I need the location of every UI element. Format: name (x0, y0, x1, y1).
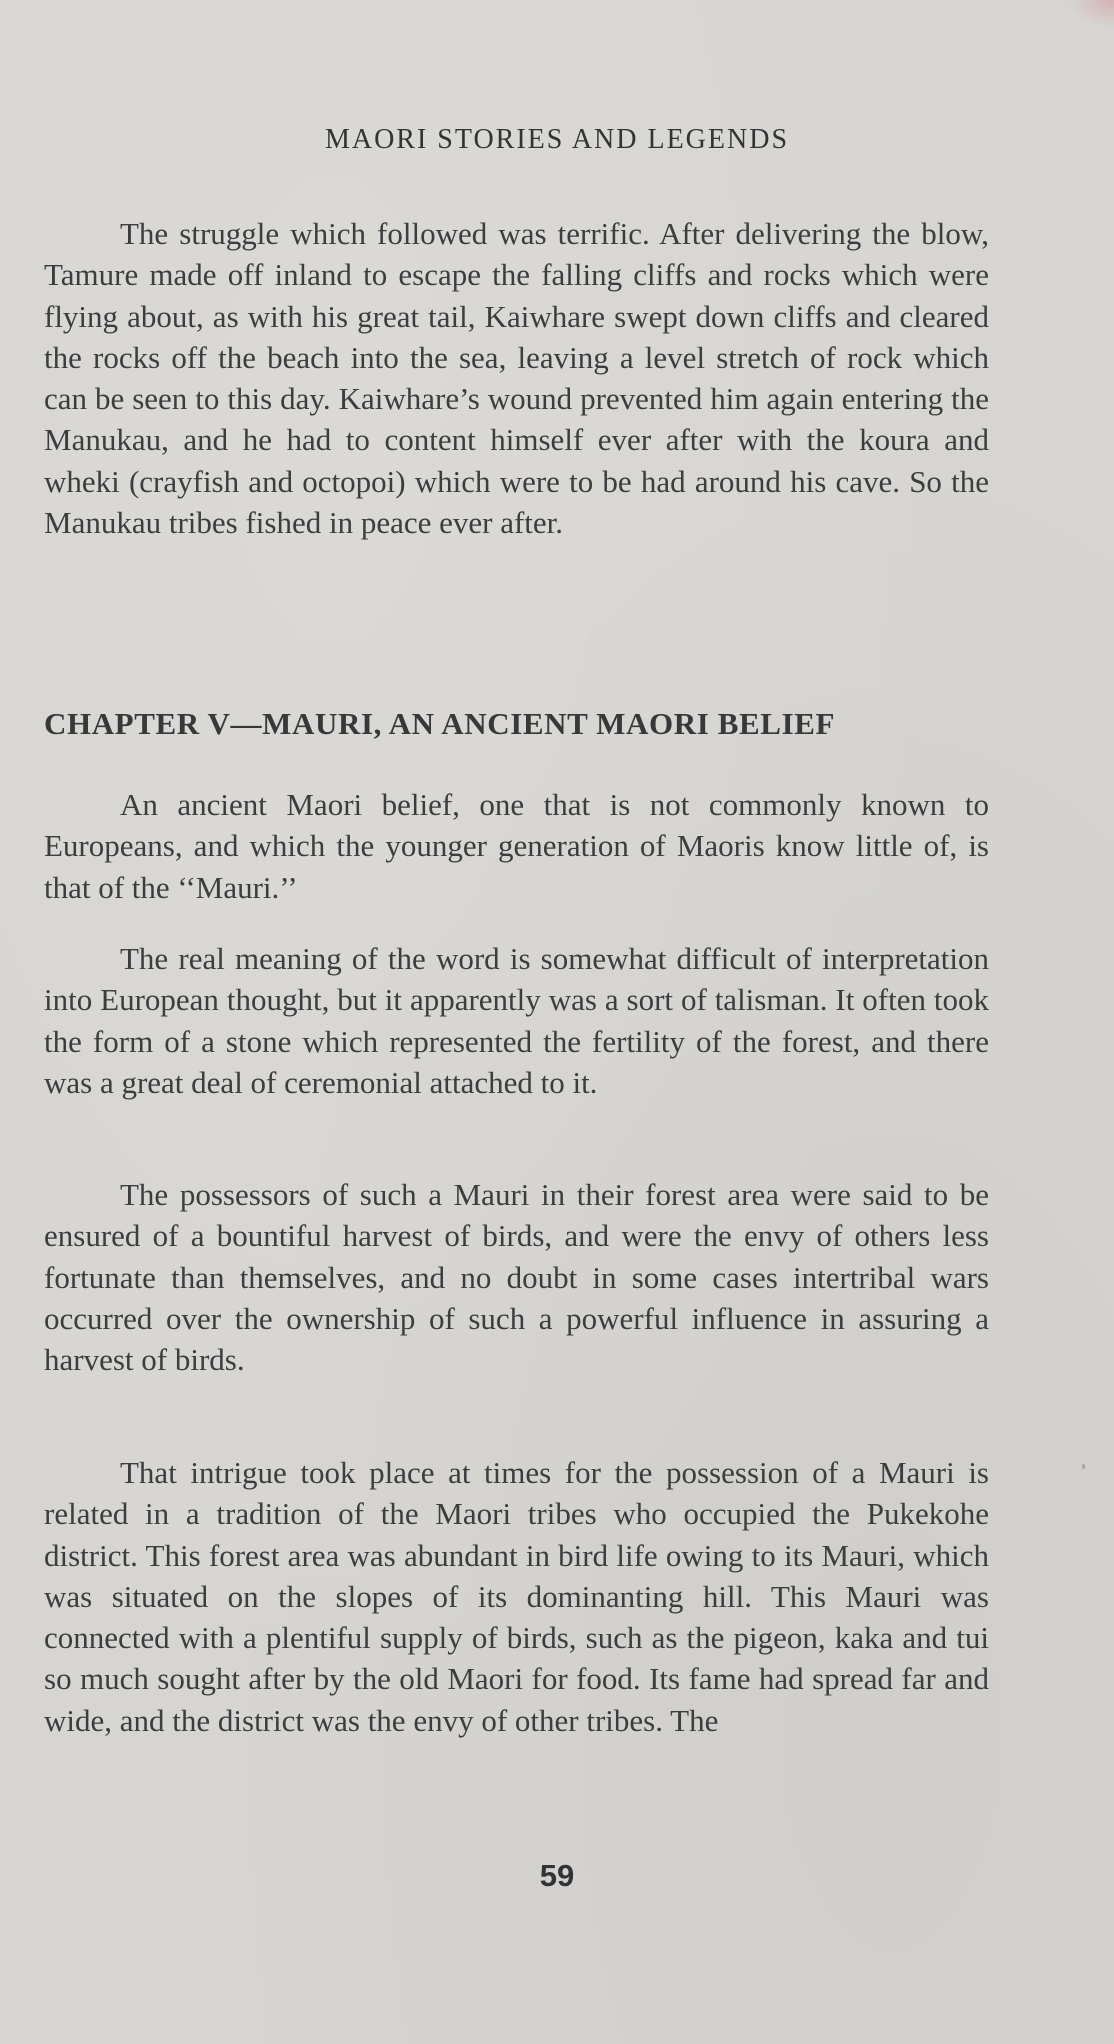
chapter-heading: CHAPTER V—MAURI, AN ANCIENT MAORI BELIEF (44, 706, 836, 741)
page-number: 59 (539, 1858, 575, 1893)
paragraph-struggle: The struggle which followed was terrific. After delivering the blow, Tamure made off inland to escape the falling cliffs and rocks which were flying about, as with his great tail, Kaiwhare swept down cliffs and cleared the rocks off the beach into the sea, leaving a level stretch of rock which can be seen to this day. Kaiwhare’s wound prevented him again entering the Manukau, and he had to content himself ever after with the koura and wheki (crayfish and octopoi) which were to be had around his cave. So the Manukau tribes fished in peace ever after. (44, 216, 989, 541)
paragraph-possessors: The possessors of such a Mauri in their forest area were said to be ensured of a bountiful harvest of birds, and were the envy of others less fortunate than themselves, and no doubt in some cases intertribal wars occurred over the ownership of such a powerful influence in assuring a harvest of birds. (44, 1177, 989, 1378)
page-corner-stain (1068, 0, 1114, 28)
paragraph-ancient-belief: An ancient Maori belief, one that is not commonly known to Europeans, and which the younger generation of Maoris know little of, is that of the ‘‘Mauri.’’ (44, 787, 989, 905)
paper-speck (1082, 1464, 1085, 1469)
paragraph-real-meaning: The real meaning of the word is somewhat difficult of interpretation into European thought, but it apparently was a sort of talisman. It often took the form of a stone which represented the fertility of the forest, and there was a great deal of ceremonial attached to it. (44, 941, 989, 1100)
paragraph-intrigue: That intrigue took place at times for the possession of a Mauri is related in a tradition of the Maori tribes who occupied the Pukekohe district. This forest area was abundant in bird life owing to its Mauri, which was situated on the slopes of its dominanting hill. This Mauri was connected with a plentiful supply of birds, such as the pigeon, kaka and tui so much sought after by the old Maori for food. Its fame had spread far and wide, and the district was the envy of other tribes. The (44, 1455, 989, 1738)
running-head: MAORI STORIES AND LEGENDS (324, 124, 790, 155)
